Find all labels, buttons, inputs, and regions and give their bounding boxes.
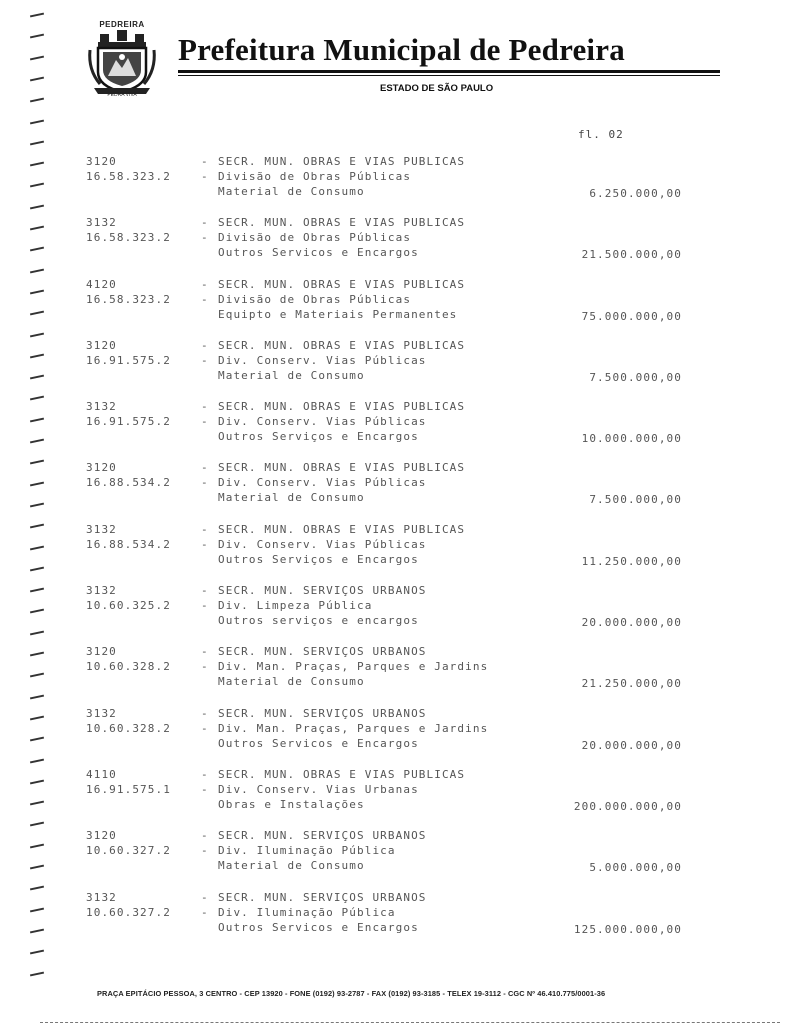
entry-dash: -	[201, 782, 209, 796]
entry-dash: -	[201, 400, 209, 414]
entry-amount: 7.500.000,00	[589, 493, 682, 507]
entry-secretaria: SECR. MUN. OBRAS E VIAS PUBLICAS	[218, 216, 466, 230]
entry-division: Div. Conserv. Vias Públicas	[218, 537, 427, 551]
footer-address: PRAÇA EPITÁCIO PESSOA, 3 CENTRO - CEP 13920 - FONE (0192) 93-2787 - FAX (0192) 93-3185 - TELEX 19-3112 - CGC Nº 46.410.775/0001-36	[97, 989, 606, 998]
entry-dash: -	[201, 660, 209, 674]
budget-entry	[0, 277, 800, 338]
entry-dash: -	[201, 829, 209, 843]
entry-division: Divisão de Obras Públicas	[218, 231, 412, 245]
page-title: Prefeitura Municipal de Pedreira	[178, 32, 625, 67]
entry-dash: -	[201, 338, 209, 352]
entry-code: 3132	[86, 584, 117, 598]
entry-dash: -	[201, 277, 209, 291]
entry-expense-item: Material de Consumo	[218, 185, 365, 198]
entry-dash: -	[201, 170, 209, 183]
entry-expense-item: Outros Servicos e Encargos	[218, 920, 419, 934]
margin-mark	[30, 55, 44, 60]
budget-entry	[0, 338, 800, 399]
entry-program-code: 10.60.327.2	[86, 844, 171, 858]
entry-program-code: 16.91.575.2	[86, 353, 171, 367]
entry-program-code: 10.60.327.2	[86, 905, 171, 919]
entry-code: 4110	[86, 767, 117, 781]
entry-dash: -	[201, 599, 209, 613]
crest-motto: PEDRA VIVA	[107, 92, 137, 98]
entry-division: Div. Limpeza Pública	[218, 599, 373, 613]
crest-name: PEDREIRA	[99, 20, 145, 29]
entry-amount: 20.000.000,00	[581, 738, 682, 752]
budget-entry	[0, 215, 800, 276]
entry-division: Div. Iluminação Pública	[218, 844, 396, 858]
entry-amount: 11.250.000,00	[581, 554, 682, 568]
entry-code: 3132	[86, 890, 117, 904]
margin-mark	[30, 76, 44, 81]
entry-expense-item: Material de Consumo	[218, 491, 365, 505]
entry-program-code: 16.88.534.2	[86, 476, 171, 490]
entry-secretaria: SECR. MUN. OBRAS E VIAS PUBLICAS	[218, 522, 466, 536]
entry-program-code: 16.58.323.2	[86, 170, 171, 183]
entry-division: Div. Man. Praças, Parques e Jardins	[218, 721, 489, 735]
entry-amount: 125.000.000,00	[573, 922, 682, 936]
entry-program-code: 10.60.328.2	[86, 660, 171, 674]
header-rule	[178, 70, 720, 73]
entry-expense-item: Outros Serviços e Encargos	[218, 430, 419, 444]
entry-amount: 10.000.000,00	[581, 432, 682, 446]
entry-division: Divisão de Obras Públicas	[218, 292, 412, 306]
entry-secretaria: SECR. MUN. SERVIÇOS URBANOS	[218, 645, 427, 659]
entry-secretaria: SECR. MUN. SERVIÇOS URBANOS	[218, 890, 427, 904]
page-number: fl. 02	[578, 128, 624, 141]
entry-dash: -	[201, 844, 209, 858]
budget-entry	[0, 890, 800, 951]
entry-secretaria: SECR. MUN. SERVIÇOS URBANOS	[218, 706, 427, 720]
entry-division: Div. Man. Praças, Parques e Jardins	[218, 660, 489, 674]
margin-mark	[30, 971, 44, 976]
entry-dash: -	[201, 353, 209, 367]
entry-program-code: 10.60.325.2	[86, 599, 171, 613]
entry-code: 4120	[86, 277, 117, 291]
entry-dash: -	[201, 476, 209, 490]
entry-secretaria: SECR. MUN. SERVIÇOS URBANOS	[218, 584, 427, 598]
entry-expense-item: Outros serviços e encargos	[218, 614, 419, 628]
entry-dash: -	[201, 415, 209, 429]
entry-secretaria: SECR. MUN. OBRAS E VIAS PUBLICAS	[218, 767, 466, 781]
margin-mark	[30, 98, 44, 103]
entry-secretaria: SECR. MUN. OBRAS E VIAS PUBLICAS	[218, 277, 466, 291]
entry-division: Div. Iluminação Pública	[218, 905, 396, 919]
entry-secretaria: SECR. MUN. OBRAS E VIAS PUBLICAS	[218, 155, 466, 168]
budget-entry	[0, 644, 800, 705]
entry-code: 3132	[86, 400, 117, 414]
entry-dash: -	[201, 890, 209, 904]
entry-dash: -	[201, 216, 209, 230]
entry-secretaria: SECR. MUN. SERVIÇOS URBANOS	[218, 829, 427, 843]
entry-amount: 21.500.000,00	[581, 248, 682, 262]
entry-program-code: 16.91.575.2	[86, 415, 171, 429]
entry-dash: -	[201, 292, 209, 306]
budget-entry	[0, 767, 800, 828]
entry-dash: -	[201, 905, 209, 919]
entry-dash: -	[201, 721, 209, 735]
entry-code: 3132	[86, 706, 117, 720]
entry-division: Div. Conserv. Vias Urbanas	[218, 782, 419, 796]
entry-division: Div. Conserv. Vias Públicas	[218, 353, 427, 367]
entry-expense-item: Material de Consumo	[218, 859, 365, 873]
entry-expense-item: Material de Consumo	[218, 675, 365, 689]
entry-code: 3120	[86, 645, 117, 659]
entry-dash: -	[201, 584, 209, 598]
entry-division: Div. Conserv. Vias Públicas	[218, 476, 427, 490]
entry-amount: 7.500.000,00	[589, 370, 682, 384]
entry-division: Div. Conserv. Vias Públicas	[218, 415, 427, 429]
entry-amount: 20.000.000,00	[581, 616, 682, 630]
margin-mark	[30, 140, 44, 145]
budget-entry	[0, 399, 800, 460]
entry-secretaria: SECR. MUN. OBRAS E VIAS PUBLICAS	[218, 461, 466, 475]
entry-program-code: 16.58.323.2	[86, 231, 171, 245]
entry-expense-item: Equipto e Materiais Permanentes	[218, 307, 458, 321]
entry-expense-item: Material de Consumo	[218, 368, 365, 382]
entry-dash: -	[201, 231, 209, 245]
entry-amount: 75.000.000,00	[581, 309, 682, 323]
budget-entries	[0, 154, 800, 951]
entry-code: 3120	[86, 155, 117, 168]
municipal-crest	[86, 20, 158, 104]
entry-dash: -	[201, 537, 209, 551]
budget-entry	[0, 154, 800, 215]
entry-expense-item: Outros Servicos e Encargos	[218, 736, 419, 750]
entry-dash: -	[201, 767, 209, 781]
entry-dash: -	[201, 645, 209, 659]
budget-entry	[0, 828, 800, 889]
entry-dash: -	[201, 706, 209, 720]
page-subtitle: ESTADO DE SÃO PAULO	[380, 83, 494, 94]
entry-dash: -	[201, 155, 209, 168]
entry-amount: 21.250.000,00	[581, 677, 682, 691]
entry-code: 3120	[86, 461, 117, 475]
budget-entry	[0, 522, 800, 583]
margin-mark	[30, 119, 44, 124]
entry-code: 3120	[86, 338, 117, 352]
entry-secretaria: SECR. MUN. OBRAS E VIAS PUBLICAS	[218, 338, 466, 352]
entry-code: 3132	[86, 522, 117, 536]
entry-amount: 6.250.000,00	[589, 187, 682, 200]
budget-entry	[0, 706, 800, 767]
bottom-rule	[40, 1022, 780, 1023]
budget-entry	[0, 460, 800, 521]
entry-program-code: 16.58.323.2	[86, 292, 171, 306]
margin-mark	[30, 13, 44, 18]
entry-code: 3120	[86, 829, 117, 843]
entry-amount: 5.000.000,00	[589, 861, 682, 875]
entry-expense-item: Obras e Instalações	[218, 797, 365, 811]
entry-expense-item: Outros Serviços e Encargos	[218, 552, 419, 566]
entry-dash: -	[201, 461, 209, 475]
budget-entry	[0, 583, 800, 644]
entry-code: 3132	[86, 216, 117, 230]
margin-mark	[30, 34, 44, 39]
entry-expense-item: Outros Servicos e Encargos	[218, 246, 419, 260]
entry-program-code: 16.88.534.2	[86, 537, 171, 551]
entry-program-code: 10.60.328.2	[86, 721, 171, 735]
entry-program-code: 16.91.575.1	[86, 782, 171, 796]
entry-amount: 200.000.000,00	[573, 799, 682, 813]
entry-secretaria: SECR. MUN. OBRAS E VIAS PUBLICAS	[218, 400, 466, 414]
header-rule-thin	[178, 75, 720, 76]
entry-dash: -	[201, 522, 209, 536]
entry-division: Divisão de Obras Públicas	[218, 170, 412, 183]
